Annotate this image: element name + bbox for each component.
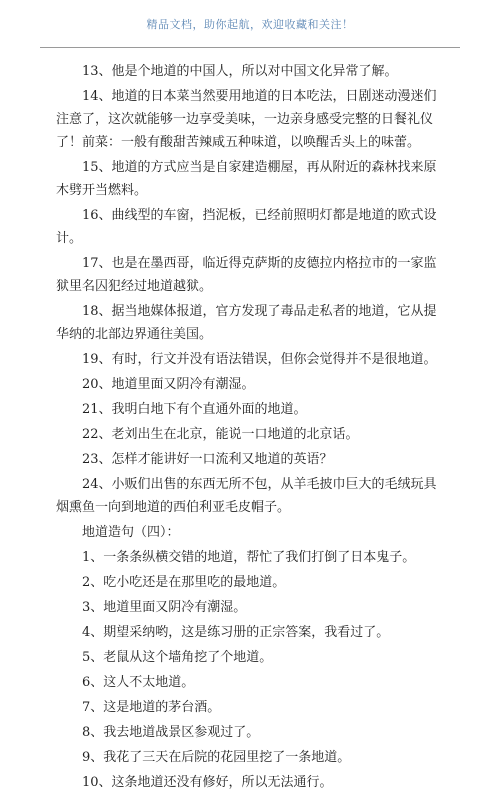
paragraph: 7、这是地道的茅台酒。 <box>82 700 221 715</box>
paragraph: 8、我去地道战景区参观过了。 <box>82 725 260 740</box>
paragraph: 4、期望采纳哟，这是练习册的正宗答案，我看过了。 <box>82 625 390 640</box>
document-body <box>56 60 444 796</box>
paragraph: 5、老鼠从这个墙角挖了个地道。 <box>82 650 273 665</box>
paragraph: 6、这人不太地道。 <box>82 675 195 690</box>
paragraph: 19、有时，行文并没有语法错误，但你会觉得并不是很地道。 <box>82 352 437 367</box>
paragraph: 20、地道里面又阴冷有潮湿。 <box>82 377 255 392</box>
paragraph: 23、怎样才能讲好一口流利又地道的英语？ <box>82 452 333 467</box>
header-divider <box>40 47 460 48</box>
header-text: 精品文档，助你起航，欢迎收藏和关注！ <box>146 18 354 31</box>
paragraph: 18、据当地媒体报道，官方发现了毒品走私者的地道，它从提华纳的北部边界通往美国。 <box>56 304 437 342</box>
paragraph: 13、他是个地道的中国人，所以对中国文化异常了解。 <box>82 64 398 79</box>
section-heading: 地道造句（四）： <box>82 525 180 540</box>
page-header <box>0 0 500 48</box>
paragraph: 21、我明白地下有个直通外面的地道。 <box>82 402 307 417</box>
paragraph: 17、也是在墨西哥，临近得克萨斯的皮德拉内格拉市的一家监狱里名囚犯经过地道越狱。 <box>56 256 437 294</box>
paragraph: 15、地道的方式应当是自家建造棚屋，再从附近的森林找来原木劈开当燃料。 <box>56 160 437 198</box>
paragraph: 2、吃小吃还是在那里吃的最地道。 <box>82 575 286 590</box>
paragraph: 22、老刘出生在北京，能说一口地道的北京话。 <box>82 427 359 442</box>
paragraph: 16、曲线型的车窗，挡泥板，已经前照明灯都是地道的欧式设计。 <box>56 208 437 246</box>
paragraph: 9、我花了三天在后院的花园里挖了一条地道。 <box>82 750 351 765</box>
paragraph: 24、小贩们出售的东西无所不包，从羊毛披巾巨大的毛绒玩具烟熏鱼一向到地道的西伯利亚毛皮帽子。 <box>56 477 437 515</box>
paragraph: 3、地道里面又阴冷有潮湿。 <box>82 600 247 615</box>
paragraph: 10、这条地道还没有修好，所以无法通行。 <box>82 775 333 790</box>
paragraph: 14、地道的日本菜当然要用地道的日本吃法，日剧迷动漫迷们注意了，这次就能够一边享受美味，一边亲身感受完整的日餐礼仪了！前菜：一般有酸甜苦辣咸五种味道，以唤醒舌头上的味蕾。 <box>56 89 437 150</box>
paragraph: 1、一条条纵横交错的地道，帮忙了我们打倒了日本鬼子。 <box>82 550 416 565</box>
